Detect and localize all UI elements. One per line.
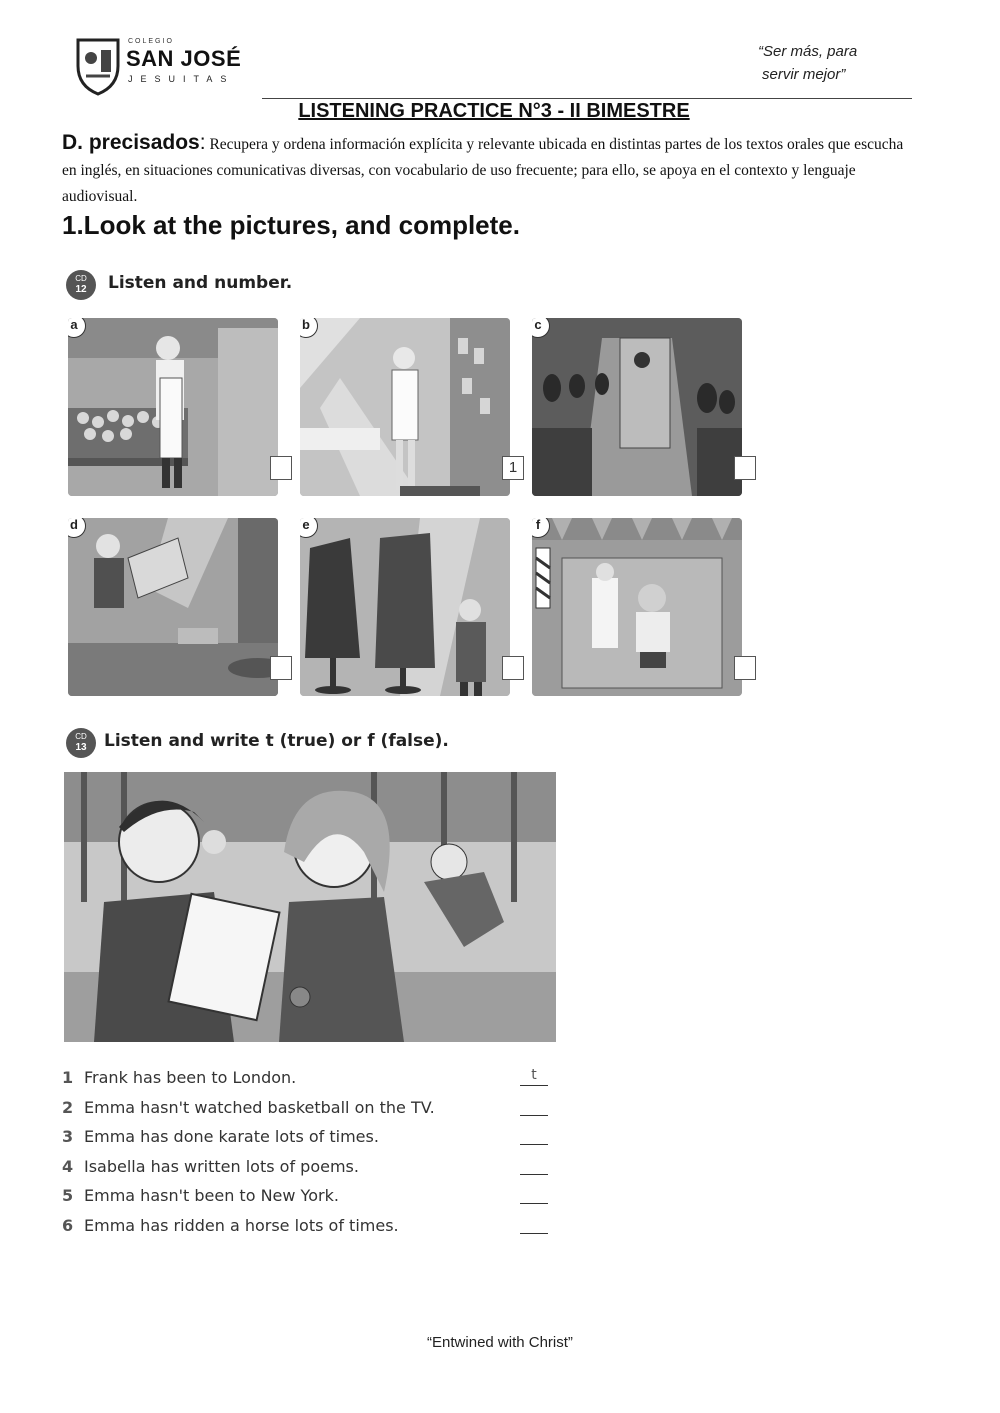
answer-blank-2[interactable] xyxy=(520,1098,548,1116)
tf-item-4: 4 Isabella has written lots of poems. xyxy=(62,1157,662,1176)
answer-blank-6[interactable] xyxy=(520,1216,548,1234)
panel-letter-f: f xyxy=(532,518,550,538)
tf-item-6: 6 Emma has ridden a horse lots of times. xyxy=(62,1216,662,1235)
barber-shop-illustration xyxy=(532,518,742,696)
shield-icon xyxy=(74,36,122,96)
motto-line-2: servir mejor” xyxy=(762,66,846,83)
cd-13-badge: CD 13 xyxy=(66,728,96,758)
answer-box-c[interactable] xyxy=(734,456,756,480)
d-precisados: D. precisados: Recupera y ordena información explícita y relevante ubicada en distintas partes de los textos orales que escucha en inglés, en situaciones comunicativas diversas, con vocabulario de uso frecuente; para ello, se apoya en el contexto y lenguaje audiovisual. xyxy=(62,131,904,205)
tailor-illustration xyxy=(300,518,510,696)
section2-title: Listen and write t (true) or f (false). xyxy=(104,731,449,751)
answer-blank-3[interactable] xyxy=(520,1127,548,1145)
footer-motto: “Entwined with Christ” xyxy=(427,1334,573,1351)
section1-title: Listen and number. xyxy=(108,273,293,293)
motto xyxy=(758,40,898,86)
carpenter-illustration xyxy=(68,518,278,696)
greengrocer-illustration xyxy=(68,318,278,496)
panel-letter-c: c xyxy=(532,318,550,338)
logo-name: SAN JOSÉ xyxy=(126,46,242,71)
picture-panel-b xyxy=(300,318,518,496)
panel-letter-a: a xyxy=(68,318,86,338)
answer-blank-5[interactable] xyxy=(520,1186,548,1204)
tf-item-2: 2 Emma hasn't watched basketball on the TV. xyxy=(62,1098,662,1117)
answer-box-e[interactable] xyxy=(502,656,524,680)
school-logo xyxy=(74,36,250,96)
d-precisados-label: D. precisados xyxy=(62,131,200,154)
students-illustration xyxy=(64,772,556,1042)
panel-letter-d: d xyxy=(68,518,86,538)
motto-line-1: “Ser más, para xyxy=(758,43,858,60)
picture-panel-a xyxy=(68,318,278,496)
header-divider xyxy=(262,98,912,99)
cd-12-badge: CD 12 xyxy=(66,270,96,300)
answer-box-f[interactable] xyxy=(734,656,756,680)
students-scene-illustration xyxy=(64,772,556,1042)
panel-letter-b: b xyxy=(300,318,318,338)
answer-blank-4[interactable] xyxy=(520,1157,548,1175)
tf-item-5: 5 Emma hasn't been to New York. xyxy=(62,1186,662,1205)
picture-panel-d xyxy=(68,518,278,696)
tf-item-3: 3 Emma has done karate lots of times. xyxy=(62,1127,662,1146)
picture-panel-e xyxy=(300,518,510,696)
answer-blank-1[interactable]: t xyxy=(520,1068,548,1086)
logo-jesuitas: JESUITAS xyxy=(128,74,235,84)
picture-panel-c xyxy=(532,318,742,496)
tf-item-1: 1 Frank has been to London. t xyxy=(62,1068,662,1087)
chemist-illustration xyxy=(300,318,510,496)
logo-colegio: COLEGIO xyxy=(128,38,174,45)
answer-box-d[interactable] xyxy=(270,656,292,680)
answer-box-b[interactable]: 1 xyxy=(502,456,524,480)
picture-panel-f xyxy=(532,518,742,696)
answer-box-a[interactable] xyxy=(270,456,292,480)
page-title: LISTENING PRACTICE N°3 - II BIMESTRE xyxy=(298,100,690,122)
panel-letter-e: e xyxy=(300,518,318,538)
question-1: 1.Look at the pictures, and complete. xyxy=(62,210,520,240)
d-precisados-text: Recupera y ordena información explícita y relevante ubicada en distintas partes de los textos orales que escucha en inglés, en situaciones comunicativas diversas, con vocabulario de uso frecuente; para ello, se apoya en el contexto y lenguaje audiovisual. xyxy=(62,136,904,205)
jewellery-shop-illustration xyxy=(532,318,742,496)
